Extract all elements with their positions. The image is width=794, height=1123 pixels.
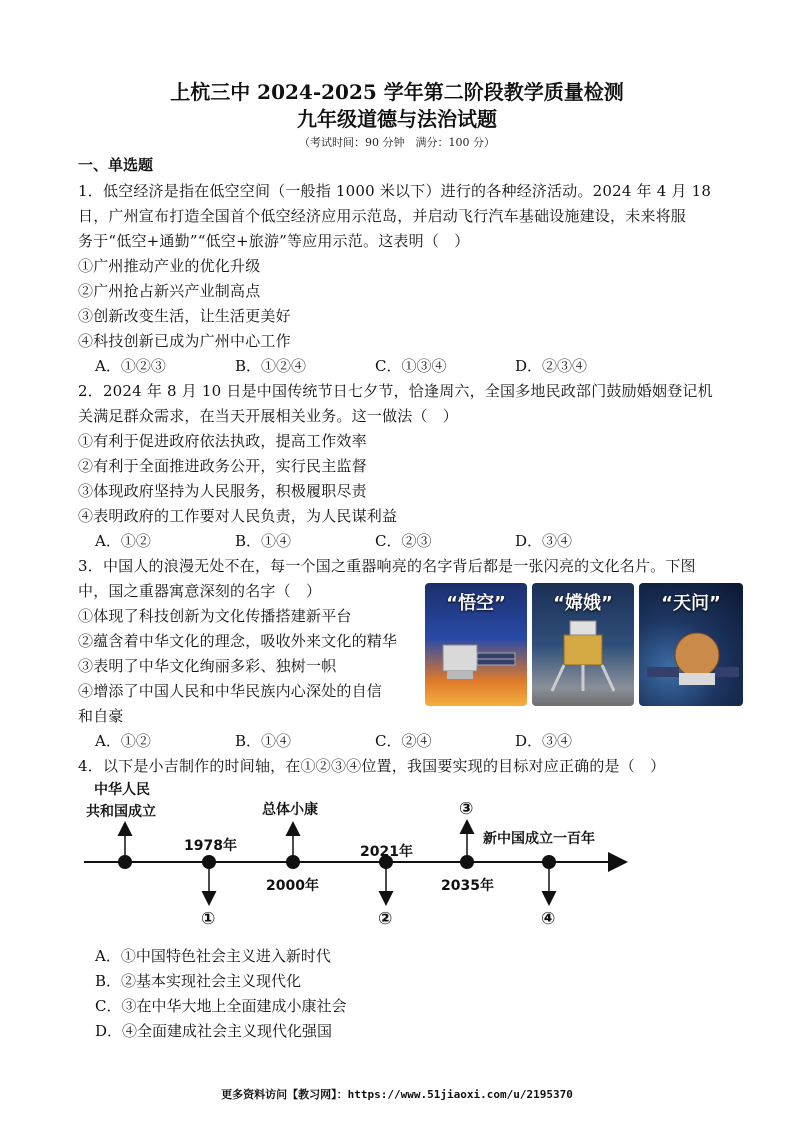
q1-line: 务于“低空+通勤”“低空+旅游”等应用示范。这表明（ ） [78,232,470,250]
q2-option-d[interactable]: D．③④ [515,532,573,550]
timeline-node [460,855,474,869]
photo-tianwen [639,583,743,706]
exam-title-line1: 上杭三中 2024-2025 学年第二阶段教学质量检测 [170,80,624,104]
photo-change [532,583,634,706]
q2-statement: ②有利于全面推进政务公开，实行民主监督 [78,457,367,475]
timeline-node [286,855,300,869]
timeline-node [118,855,132,869]
timeline-marker-4: ④ [541,909,556,929]
q1-line: 日，广州宣布打造全国首个低空经济应用示范岛，并启动飞行汽车基础设施建设，未来将服 [78,207,687,225]
q3-statement: ①体现了科技创新为文化传播搭建新平台 [78,607,352,625]
timeline-label: 1978年 [184,838,237,854]
q2-statement: ③体现政府坚持为人民服务，积极履职尽责 [78,482,367,500]
timeline-label: 新中国成立一百年 [483,831,595,847]
timeline-label: 2000年 [266,878,319,894]
exam-info: （考试时间：90 分钟 满分：100 分） [299,136,495,149]
timeline-label: 总体小康 [262,802,318,818]
q2-line: 2．2024 年 8 月 10 日是中国传统节日七夕节，恰逢周六，全国多地民政部门鼓励婚姻登记机 [78,382,713,400]
photo-caption: “悟空” [446,593,506,614]
timeline-marker-2: ② [378,909,393,929]
q3-statement: 和自豪 [78,707,124,725]
probe-icon [639,583,743,706]
q1-option-c[interactable]: C．①③④ [375,357,447,375]
q1-statement: ④科技创新已成为广州中心工作 [78,332,291,350]
q3-statement: ③表明了中华文化绚丽多彩、独树一帜 [78,657,337,675]
section-title: 一、单选题 [78,156,154,174]
q1-statement: ③创新改变生活，让生活更美好 [78,307,291,325]
q3-option-c[interactable]: C．②④ [375,732,432,750]
q2-statement: ④表明政府的工作要对人民负责，为人民谋利益 [78,507,398,525]
timeline-node [542,855,556,869]
timeline-label: 共和国成立 [86,804,156,820]
q4-option-a[interactable]: A．①中国特色社会主义进入新时代 [95,947,331,965]
q1-option-a[interactable]: A．①②③ [95,357,166,375]
q3-options [95,730,655,751]
q2-option-b[interactable]: B．①④ [235,532,292,550]
q1-option-b[interactable]: B．①②④ [235,357,307,375]
timeline-diagram [0,775,794,940]
timeline-marker-3: ③ [459,799,474,819]
q3-option-b[interactable]: B．①④ [235,732,292,750]
q2-option-a[interactable]: A．①② [95,532,151,550]
q4-stem: 4．以下是小吉制作的时间轴，在①②③④位置，我国要实现的目标对应正确的是（ ） [78,757,666,775]
q3-statement: ②蕴含着中华文化的理念，吸收外来文化的精华 [78,632,398,650]
q1-statement: ②广州抢占新兴产业制高点 [78,282,261,300]
timeline-marker-1: ① [201,909,216,929]
q2-options [95,530,655,551]
q3-line: 中，国之重器寓意深刻的名字（ ） [78,582,322,600]
photo-caption: “天问” [661,593,721,614]
q3-option-d[interactable]: D．③④ [515,732,573,750]
q1-line: 1．低空经济是指在低空空间（一般指 1000 米以下）进行的各种经济活动。2024 年 4 月 18 [78,182,712,200]
timeline-label: 2021年 [360,844,413,860]
q4-option-d[interactable]: D．④全面建成社会主义现代化强国 [95,1022,333,1040]
exam-title-line2: 九年级道德与法治试题 [297,107,497,131]
q2-line: 关满足群众需求，在当天开展相关业务。这一做法（ ） [78,407,459,425]
timeline-label: 中华人民 [94,782,150,798]
photo-caption: “嫦娥” [553,593,613,614]
q1-options [95,355,655,376]
q1-option-d[interactable]: D．②③④ [515,357,588,375]
satellite-icon [425,583,527,706]
q2-option-c[interactable]: C．②③ [375,532,432,550]
lander-icon [532,583,634,706]
q4-option-c[interactable]: C．③在中华大地上全面建成小康社会 [95,997,347,1015]
timeline-label: 2035年 [441,878,494,894]
photo-wukong [425,583,527,706]
q3-line: 3．中国人的浪漫无处不在，每一个国之重器响亮的名字背后都是一张闪亮的文化名片。下图 [78,557,696,575]
q2-statement: ①有利于促进政府依法执政，提高工作效率 [78,432,367,450]
q4-option-b[interactable]: B．②基本实现社会主义现代化 [95,972,302,990]
q3-statement: ④增添了中国人民和中华民族内心深处的自信 [78,682,383,700]
footer-link[interactable]: 更多资料访问【教习网】：https://www.51jiaoxi.com/u/2195370 [221,1088,573,1101]
q1-statement: ①广州推动产业的优化升级 [78,257,261,275]
q3-option-a[interactable]: A．①② [95,732,151,750]
timeline-node [202,855,216,869]
